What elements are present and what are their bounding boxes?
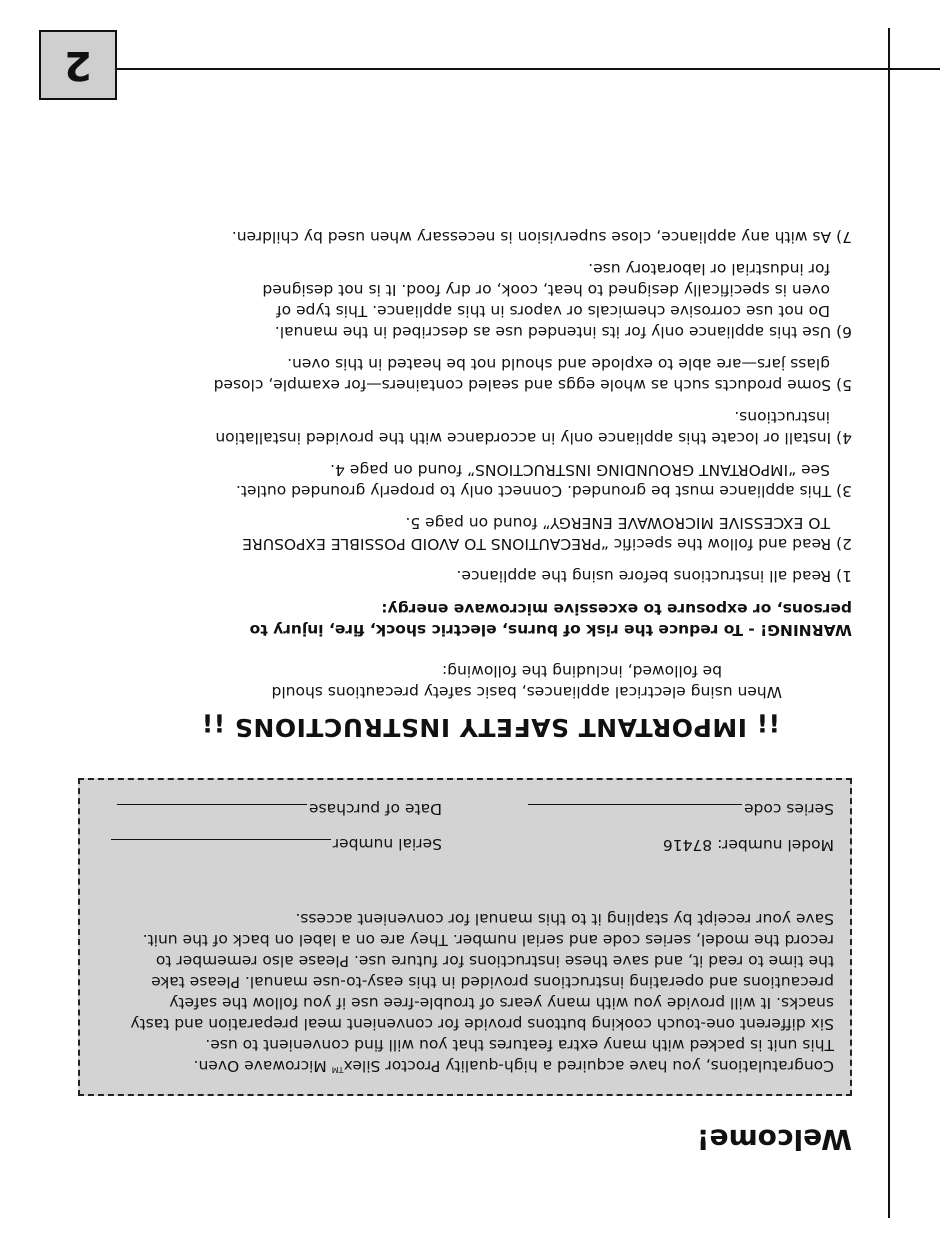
safety-item-continuation: See “IMPORTANT GROUNDING INSTRUCTIONS” found on page 4. — [330, 461, 830, 479]
model-number-label: Model number: 87416 — [662, 836, 834, 854]
serial-number-label: Serial number — [332, 835, 442, 853]
welcome-line: Six different one-touch cooking buttons provide for convenient meal preparation and tasty — [130, 1014, 834, 1033]
welcome-line: snacks. It will provide you with many years of trouble-free use if you follow the safety — [169, 993, 834, 1012]
safety-heading: ¡¡ IMPORTANT SAFETY INSTRUCTIONS ¡¡ — [201, 713, 780, 742]
safety-item-continuation: Do not use corrosive chemicals or vapors in this appliance. This type of — [276, 302, 830, 320]
safety-item-continuation: oven is specifically designed to heat, cook, or dry food. It is not designed — [262, 281, 830, 299]
series-code-label: Series code — [744, 800, 834, 818]
safety-item-text: 1) Read all instructions before using the appliance. — [456, 567, 852, 585]
safety-item — [132, 226, 852, 247]
serial-number-blank — [111, 839, 331, 854]
welcome-paragraph — [94, 908, 834, 1080]
safety-item-continuation: instructions. — [734, 408, 830, 426]
welcome-line: record the model, series code and serial number. They are on a label on back of the unit. — [142, 930, 834, 949]
series-code-field — [442, 800, 834, 819]
welcome-line: Save your receipt by stapling it to this manual for convenient access. — [295, 909, 834, 928]
warning-line: WARNING! - To reduce the risk of burns, electric shock, fire, injury to — [249, 621, 852, 639]
safety-item-text: 5) Some products such as whole eggs and sealed containers—for example, closed — [213, 376, 852, 394]
warning-line: persons, or exposure to excessive microwave energy: — [381, 600, 852, 618]
trademark-mark: TM — [331, 1065, 344, 1074]
welcome-box — [78, 778, 852, 1096]
date-of-purchase-label: Date of purchase — [309, 800, 442, 818]
series-date-row — [117, 800, 834, 819]
date-of-purchase-field — [117, 800, 442, 819]
vertical-rule — [888, 28, 890, 1218]
safety-item — [132, 512, 852, 554]
safety-item-continuation: for industrial or laboratory use. — [588, 260, 830, 278]
safety-item-text: 7) As with any appliance, close supervision is necessary when used by children. — [231, 228, 852, 246]
safety-list — [132, 215, 852, 586]
welcome-line: precautions and operating instructions provided in this easy-to-use manual. Please take — [151, 972, 834, 991]
safety-item-continuation: TO EXCESSIVE MICROWAVE ENERGY” found on page 5. — [405, 514, 830, 532]
safety-item — [132, 565, 852, 586]
welcome-line: the time to read it, and save these instructions for future use. Please also remember to — [155, 951, 834, 970]
date-of-purchase-blank — [117, 804, 307, 819]
safety-item-text: 6) Use this appliance only for its intended use as described in the manual. — [274, 323, 852, 341]
safety-item-continuation: glass jars—are able to explode and should not be heated in this oven. — [287, 355, 830, 373]
safety-intro — [272, 660, 782, 702]
page-number-box — [39, 30, 117, 100]
page-number: 2 — [64, 42, 92, 88]
welcome-line: This unit is packed with many extra features that you will find convenient to use. — [205, 1035, 834, 1054]
safety-item — [132, 258, 852, 342]
welcome-heading: Welcome! — [696, 1123, 852, 1156]
warning-text — [192, 598, 852, 640]
horizontal-rule — [117, 68, 940, 70]
series-code-blank — [528, 804, 742, 819]
welcome-line-suffix: Microwave Oven. — [193, 1056, 332, 1075]
model-serial-row — [111, 835, 834, 854]
model-number-field — [442, 835, 834, 854]
safety-item-text: 4) Install or locate this appliance only in accordance with the provided installation — [215, 429, 852, 447]
safety-item-text: 3) This appliance must be grounded. Connect only to properly grounded outlet. — [235, 482, 852, 500]
safety-intro-line: When using electrical appliances, basic safety precautions should — [271, 683, 782, 701]
safety-item-text: 2) Read and follow the specific “PRECAUTIONS TO AVOID POSSIBLE EXPOSURE — [242, 535, 852, 553]
safety-item — [132, 353, 852, 395]
safety-item — [132, 406, 852, 448]
welcome-line: Congratulations, you have acquired a high-quality Proctor Silex — [343, 1056, 834, 1075]
safety-intro-line: be followed, including the following: — [441, 662, 722, 680]
safety-item — [132, 459, 852, 501]
serial-number-field — [111, 835, 442, 854]
